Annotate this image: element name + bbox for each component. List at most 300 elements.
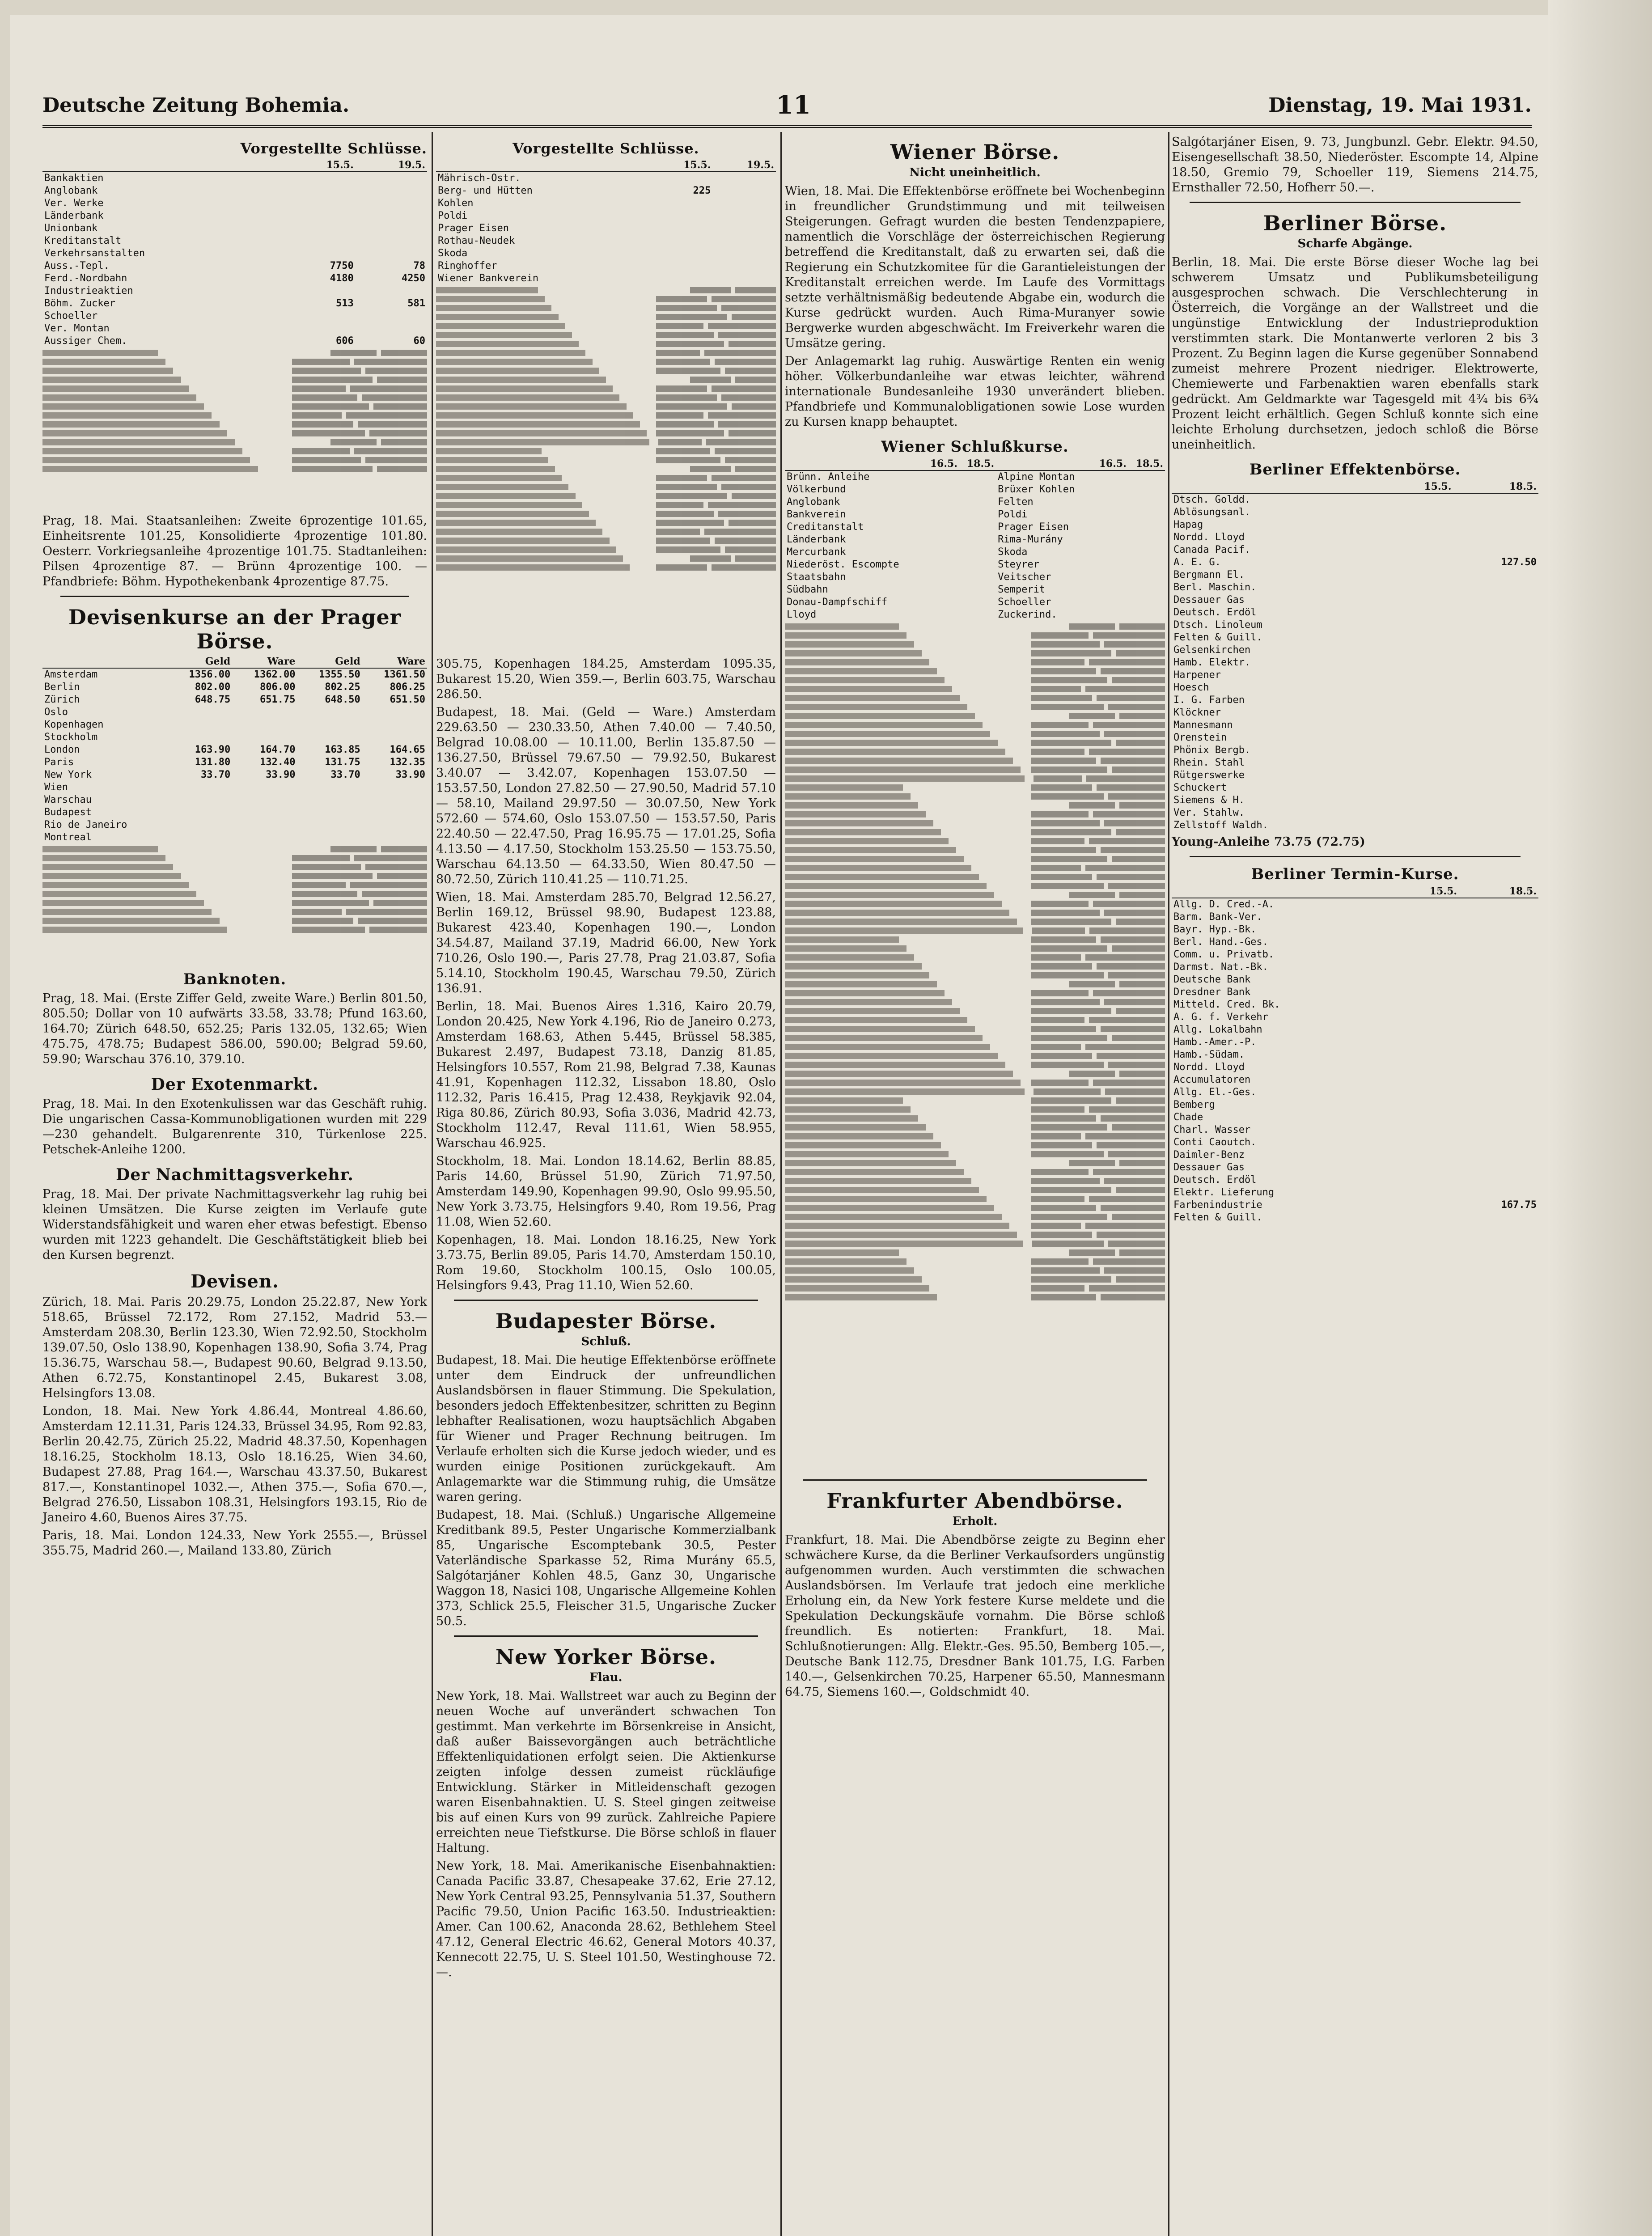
table-cell — [1396, 898, 1459, 911]
table-cell — [297, 706, 362, 719]
table-cell — [1386, 719, 1453, 732]
column-header: 16.5. — [1092, 457, 1128, 470]
illegible-line — [436, 439, 776, 445]
wiener-report-2: Der Anlagemarkt lag ruhig. Auswärtige Renten ein wenig höher. Völkerbundanleihe war etwas leichter, während internationale Bundesanleihe 1930 unverändert blieben. Pfandbriefe und Kommunalobligationen sowie Lose wurden zu Kursen knapp behauptet. — [785, 354, 1165, 429]
table-cell: Berl. Maschin. — [1173, 582, 1257, 593]
table-cell — [1396, 999, 1459, 1011]
table-row — [436, 272, 776, 285]
illegible-line — [785, 802, 1165, 809]
table-cell — [1459, 1049, 1538, 1061]
table-cell — [1092, 496, 1128, 508]
table-cell: 33.70 — [200, 769, 231, 780]
table-cell: Bankaktien — [44, 173, 104, 184]
illegible-line — [785, 623, 1165, 630]
table-cell — [1459, 1186, 1538, 1199]
table-cell: Deutsche Bank — [1173, 974, 1251, 985]
table-cell: Amsterdam — [44, 669, 98, 680]
divider — [454, 1300, 758, 1301]
table-cell — [1386, 782, 1453, 794]
section-subtitle: Erholt. — [952, 1515, 998, 1528]
table-cell: Zellstoff Waldh. — [1173, 820, 1268, 831]
table-cell: Comm. u. Privatb. — [1173, 949, 1275, 960]
newyork-report: New York, 18. Mai. Wallstreet war auch zu Beginn der neuen Woche auf unverändert schwachen Ton gestimmt. Man verkehrte im Börsenkreise in Ansicht, daß außer Baissevorgängen auch beträchtliche Effektenliquidationen erfolgt seien. Die Aktienkurse zeigten infolge dessen zumeist rückläufige Entwicklung. Stärker in Mitleidenschaft gezogen waren Eisenbahnaktien. U. S. Steel gingen zeitweise bis auf einen Kurs von 99 zurück. Zahlreiche Papiere erreichten neue Tiefstkurse. Die Börse schloß in flauer Haltung. — [436, 1689, 776, 1855]
column-header: 18.5. — [1128, 457, 1165, 470]
table-row — [436, 235, 776, 247]
table-cell — [1128, 571, 1165, 584]
effekten-table — [1172, 480, 1538, 832]
table-cell — [362, 706, 427, 719]
table-cell — [1396, 1124, 1459, 1136]
table-row — [785, 496, 1165, 508]
dense-quotes — [42, 846, 427, 962]
table-cell — [649, 235, 713, 247]
table-cell: Stockholm — [44, 732, 98, 743]
table-cell: Rütgerswerke — [1173, 770, 1245, 781]
table-cell — [356, 222, 427, 235]
dense-quotes — [785, 623, 1165, 1473]
table-row — [1172, 1011, 1538, 1024]
section-title: Wiener Schlußkurse. — [881, 438, 1069, 456]
stockholm-devisen: Stockholm, 18. Mai. London 18.14.62, Berlin 88.85, Paris 14.60, Brüssel 51.90, Zürich 71.97.50, Amsterdam 149.90, Kopenhagen 99.90, Oslo 99.95.50, New York 3.73.75, Helsingfors 9.40, Rom 19.56, Prag 11.08, Wien 52.60. — [436, 1154, 776, 1229]
table-cell — [923, 496, 959, 508]
table-cell — [959, 496, 996, 508]
section-title: Banknoten. — [183, 970, 287, 988]
illegible-line — [785, 704, 1165, 710]
illegible-line — [785, 1160, 1165, 1166]
table-cell — [1396, 1149, 1459, 1161]
table-cell — [649, 247, 713, 260]
wien-devisen: Wien, 18. Mai. Amsterdam 285.70, Belgrad 12.56.27, Berlin 169.12, Brüssel 98.90, Budapest 123.88, Bukarest 423.40, Kopenhagen 190.—, London 34.54.87, Mailand 37.19, Madrid 66.00, New York 710.26, Oslo 190.—, Paris 27.78, Prag 21.03.87, Sofia 5.14.10, Stockholm 190.45, Warschau 79.50, Zürich 136.91. — [436, 890, 776, 995]
illegible-line — [785, 1124, 1165, 1131]
table-row — [1172, 1149, 1538, 1161]
illegible-line — [785, 740, 1165, 746]
table-row — [1172, 619, 1538, 631]
illegible-line — [785, 1294, 1165, 1300]
table-row — [1172, 631, 1538, 644]
table-cell — [1459, 1174, 1538, 1186]
section-subtitle: Nicht uneinheitlich. — [909, 166, 1041, 179]
illegible-line — [785, 874, 1165, 880]
table-cell — [284, 222, 356, 235]
table-cell — [284, 172, 356, 185]
illegible-line — [785, 1187, 1165, 1193]
table-cell: 33.70 — [330, 769, 360, 780]
column-rule — [1168, 132, 1169, 2236]
table-cell: Deutsch. Erdöl — [1173, 607, 1257, 618]
table-cell: Mährisch-Ostr. — [438, 173, 521, 184]
table-cell: Auss.-Tepl. — [44, 260, 110, 271]
table-cell: 131.75 — [325, 757, 360, 768]
table-cell — [1453, 581, 1538, 594]
illegible-line — [42, 900, 427, 906]
table-cell — [167, 781, 232, 794]
column-header — [996, 457, 1092, 470]
table-cell: Chade — [1173, 1112, 1203, 1123]
table-cell — [712, 247, 776, 260]
column-header: 18.5. — [959, 457, 996, 470]
table-cell — [297, 719, 362, 731]
illegible-line — [785, 883, 1165, 889]
column-header: 15.5. — [649, 159, 713, 172]
illegible-line — [785, 1097, 1165, 1104]
table-cell: Dtsch. Linoleum — [1173, 619, 1262, 631]
table-cell: Ringhoffer — [438, 260, 497, 271]
column-3 — [785, 132, 1165, 1702]
table-row — [42, 794, 427, 806]
table-cell — [297, 781, 362, 794]
column-header: Ware — [362, 655, 427, 668]
table-cell: Böhm. Zucker — [44, 298, 115, 309]
table-cell — [959, 521, 996, 534]
table-row — [42, 769, 427, 781]
table-cell: Mercurbank — [787, 546, 846, 558]
table-cell: Schoeller — [44, 310, 98, 322]
table-cell: Orenstein — [1173, 732, 1227, 743]
page-number: 11 — [776, 90, 811, 120]
table-cell — [1459, 1136, 1538, 1149]
table-row — [1172, 682, 1538, 694]
table-cell — [1396, 974, 1459, 986]
section-title: Berliner Börse. — [1263, 211, 1447, 235]
table-row — [42, 297, 427, 310]
wien-quotes-report: Salgótarjáner Eisen, 9. 73, Jungbunzl. Gebr. Elektr. 94.50, Eisengesellschaft 38.50, Niederöster. Escompte 14, Alpine 18.50, Gremio 79, Schoeller 119, Siemens 214.75, Ernsthaller 72.50, Hofherr 50.—. — [1172, 135, 1538, 195]
illegible-line — [42, 421, 427, 428]
table-cell — [1386, 569, 1453, 581]
table-cell — [1396, 1199, 1459, 1211]
illegible-line — [42, 412, 427, 419]
illegible-line — [42, 457, 427, 463]
section-title: Budapester Börse. — [495, 1309, 717, 1333]
table-cell: Budapest — [44, 807, 92, 818]
table-cell: Kohlen — [438, 198, 474, 209]
table-cell: Deutsch. Erdöl — [1173, 1174, 1257, 1186]
column-header: 19.5. — [356, 159, 427, 172]
table-cell — [1459, 949, 1538, 961]
table-cell — [284, 197, 356, 210]
table-cell — [1386, 819, 1453, 832]
table-cell — [1459, 986, 1538, 999]
table-cell: 648.75 — [195, 694, 231, 705]
illegible-line — [785, 927, 1165, 934]
table-row — [42, 247, 427, 260]
table-cell — [649, 210, 713, 222]
table-row — [1172, 506, 1538, 519]
table-cell: Canada Pacif. — [1173, 544, 1251, 555]
table-cell: 225 — [693, 185, 711, 196]
table-row — [42, 756, 427, 769]
illegible-line — [785, 686, 1165, 692]
table-cell — [1128, 508, 1165, 521]
column-header — [1172, 885, 1396, 898]
table-cell — [356, 197, 427, 210]
section-subtitle: Schluß. — [581, 1335, 631, 1348]
illegible-line — [785, 641, 1165, 648]
table-cell — [959, 470, 996, 483]
section-title: New Yorker Börse. — [495, 1645, 717, 1669]
table-cell: Accumulatoren — [1173, 1074, 1251, 1085]
table-cell — [1396, 1111, 1459, 1124]
table-cell — [959, 508, 996, 521]
table-cell — [1453, 744, 1538, 757]
young-note: Young-Anleihe 73.75 (72.75) — [1172, 835, 1365, 849]
table-cell — [1396, 1036, 1459, 1049]
illegible-line — [785, 1205, 1165, 1211]
table-cell: Schoeller — [998, 597, 1051, 608]
table-row — [42, 781, 427, 794]
illegible-line — [785, 758, 1165, 764]
table-cell — [1128, 546, 1165, 559]
illegible-line — [785, 1249, 1165, 1256]
table-cell — [1459, 999, 1538, 1011]
table-cell: 132.40 — [259, 757, 296, 768]
table-cell — [712, 210, 776, 222]
illegible-line — [42, 377, 427, 383]
table-cell — [923, 609, 959, 621]
table-cell — [297, 831, 362, 844]
table-cell: A. G. f. Verkehr — [1173, 1012, 1268, 1023]
table-cell: Nordd. Lloyd — [1173, 1062, 1245, 1073]
illegible-line — [436, 287, 776, 293]
illegible-line — [42, 368, 427, 374]
table-row — [42, 310, 427, 322]
table-row — [1172, 999, 1538, 1011]
table-cell — [356, 310, 427, 322]
table-row — [42, 272, 427, 285]
table-cell — [297, 806, 362, 819]
column-4 — [1172, 132, 1538, 1224]
illegible-line — [436, 511, 776, 517]
table-cell — [1396, 936, 1459, 949]
table-cell — [1092, 546, 1128, 559]
table-cell — [1396, 1186, 1459, 1199]
table-cell — [1453, 531, 1538, 544]
table-cell — [923, 596, 959, 609]
table-cell: Creditanstalt — [787, 521, 864, 533]
table-row — [42, 819, 427, 831]
illegible-line — [785, 722, 1165, 728]
table-cell: Verkehrsanstalten — [44, 248, 145, 259]
table-cell — [649, 197, 713, 210]
illegible-line — [785, 1053, 1165, 1059]
table-cell: 78 — [413, 260, 425, 271]
table-cell: Hamb.-Südam. — [1173, 1049, 1245, 1060]
illegible-line — [785, 811, 1165, 817]
table-cell: Dresdner Bank — [1173, 987, 1251, 998]
illegible-line — [785, 954, 1165, 961]
devisen-table — [42, 655, 427, 844]
table-row — [1172, 1199, 1538, 1211]
illegible-line — [42, 909, 427, 915]
illegible-line — [42, 864, 427, 870]
table-cell — [712, 222, 776, 235]
illegible-line — [785, 650, 1165, 656]
table-cell — [1386, 531, 1453, 544]
illegible-line — [436, 475, 776, 481]
illegible-line — [42, 350, 427, 356]
table-cell — [284, 285, 356, 297]
table-row — [785, 534, 1165, 546]
table-cell: Dessauer Gas — [1173, 1162, 1245, 1173]
table-row — [1172, 732, 1538, 744]
table-cell: Dessauer Gas — [1173, 594, 1245, 606]
table-row — [436, 222, 776, 235]
table-row — [1172, 669, 1538, 682]
table-cell — [284, 185, 356, 197]
table-cell: Länderbank — [787, 534, 846, 545]
table-cell: Ver. Werke — [44, 198, 104, 209]
table-cell — [1092, 483, 1128, 496]
illegible-line — [436, 323, 776, 329]
table-cell — [1459, 1061, 1538, 1074]
divider — [1190, 202, 1521, 203]
table-cell: 513 — [336, 298, 354, 309]
illegible-line — [785, 865, 1165, 871]
table-cell: 131.80 — [195, 757, 231, 768]
table-cell: 648.50 — [325, 694, 360, 705]
table-cell — [1459, 1024, 1538, 1036]
table-cell: 164.70 — [259, 744, 296, 755]
table-cell: Phönix Bergb. — [1173, 745, 1251, 756]
table-cell — [284, 210, 356, 222]
table-cell — [1386, 506, 1453, 519]
table-cell — [1386, 732, 1453, 744]
table-row — [42, 222, 427, 235]
table-row — [785, 483, 1165, 496]
table-cell: Harpener — [1173, 669, 1221, 681]
table-cell — [232, 819, 297, 831]
table-cell — [1128, 584, 1165, 596]
table-cell: Siemens & H. — [1173, 795, 1245, 806]
page-header — [42, 90, 1532, 128]
table-cell — [1092, 559, 1128, 571]
illegible-line — [42, 394, 427, 401]
table-cell: Bergmann El. — [1173, 569, 1245, 580]
table-row — [42, 668, 427, 681]
illegible-line — [785, 1080, 1165, 1086]
illegible-line — [785, 749, 1165, 755]
table-cell: Allg. Lokalbahn — [1173, 1024, 1262, 1035]
table-cell: 163.85 — [325, 744, 360, 755]
table-cell — [1386, 556, 1453, 569]
illegible-line — [436, 529, 776, 535]
table-cell — [1092, 596, 1128, 609]
table-cell — [284, 322, 356, 335]
table-cell — [1128, 483, 1165, 496]
illegible-line — [42, 855, 427, 861]
illegible-line — [436, 457, 776, 463]
table-cell: Bemberg — [1173, 1099, 1215, 1110]
table-cell — [649, 260, 713, 272]
table-cell: 127.50 — [1501, 557, 1537, 568]
divider — [803, 1479, 1147, 1481]
table-cell: Darmst. Nat.-Bk. — [1173, 961, 1268, 973]
illegible-line — [785, 1276, 1165, 1283]
dense-quotes — [42, 350, 427, 511]
table-cell — [1386, 544, 1453, 556]
illegible-line — [785, 1008, 1165, 1014]
table-cell — [1386, 744, 1453, 757]
table-cell — [712, 172, 776, 185]
table-cell: Industrieaktien — [44, 285, 133, 296]
table-cell — [167, 794, 232, 806]
table-row — [42, 322, 427, 335]
table-cell — [232, 719, 297, 731]
table-cell — [1386, 631, 1453, 644]
table-cell — [1453, 544, 1538, 556]
table-row — [1172, 1099, 1538, 1111]
table-cell — [284, 310, 356, 322]
table-cell — [1386, 694, 1453, 707]
table-cell — [1453, 656, 1538, 669]
newyork-quotes: New York, 18. Mai. Amerikanische Eisenbahnaktien: Canada Pacific 33.87, Chesapeake 37.62, Erie 27.12, New York Central 93.25, Pennsylvania 51.37, Southern Pacific 79.50, Union Pacific 163.50. Industrieaktien: Amer. Can 100.62, Anaconda 28.62, Bethlehem Steel 47.12, General Electric 46.62, General Motors 40.37, Kennecott 22.75, U. S. Steel 101.50, Westinghouse 72.—. — [436, 1859, 776, 1979]
section-title: Frankfurter Abendbörse. — [826, 1489, 1123, 1513]
table-row — [1172, 769, 1538, 782]
table-cell — [1459, 923, 1538, 936]
table-row — [1172, 694, 1538, 707]
table-cell — [1453, 619, 1538, 631]
table-cell — [1459, 974, 1538, 986]
table-cell — [1396, 1161, 1459, 1174]
table-cell — [232, 806, 297, 819]
table-cell — [1128, 596, 1165, 609]
illegible-line — [42, 385, 427, 392]
table-cell — [362, 831, 427, 844]
table-row — [1172, 594, 1538, 606]
table-cell — [167, 806, 232, 819]
illegible-line — [785, 1267, 1165, 1274]
table-row — [1172, 656, 1538, 669]
table-row — [42, 806, 427, 819]
berlin-devisen: Berlin, 18. Mai. Buenos Aires 1.316, Kairo 20.79, London 20.425, New York 4.196, Rio de Janeiro 0.273, Amsterdam 168.63, Athen 5.445, Brüssel 58.385, Bukarest 2.497, Budapest 73.18, Danzig 81.85, Helsingfors 10.557, Rom 21.98, Belgrad 7.38, Kaunas 41.91, Kopenhagen 112.32, Lissabon 18.80, Oslo 112.32, Paris 16.415, Prag 12.438, Reykjavik 92.04, Riga 80.86, Zürich 80.93, Sofia 3.036, Madrid 42.73, Stockholm 112.47, Reval 111.61, Wien 58.955, Warschau 46.925. — [436, 999, 776, 1150]
table-cell: Ver. Montan — [44, 323, 110, 334]
table-cell — [167, 819, 232, 831]
table-cell: Hapag — [1173, 519, 1203, 530]
illegible-line — [785, 1196, 1165, 1202]
illegible-line — [785, 775, 1165, 782]
table-cell: Skoda — [438, 248, 468, 259]
table-cell: Gelsenkirchen — [1173, 644, 1251, 656]
table-cell — [923, 559, 959, 571]
section-subtitle: Scharfe Abgänge. — [1297, 237, 1413, 250]
table-row — [1172, 519, 1538, 531]
table-cell — [649, 272, 713, 285]
table-cell: 163.90 — [195, 744, 231, 755]
table-cell — [1128, 521, 1165, 534]
section-title: Der Nachmittagsverkehr. — [116, 1165, 354, 1184]
table-cell — [1453, 719, 1538, 732]
illegible-line — [785, 1071, 1165, 1077]
table-cell — [1459, 1211, 1538, 1224]
table-cell — [712, 185, 776, 197]
illegible-line — [785, 731, 1165, 737]
illegible-line — [436, 385, 776, 392]
table-cell: Lloyd — [787, 609, 817, 620]
table-cell: Anglobank — [44, 185, 98, 196]
table-cell — [284, 247, 356, 260]
table-row — [1172, 911, 1538, 923]
illegible-line — [785, 936, 1165, 943]
table-cell — [232, 781, 297, 794]
illegible-line — [785, 981, 1165, 987]
paris-report: Paris, 18. Mai. London 124.33, New York 2555.—, Brüssel 355.75, Madrid 260.—, Mailand 133.80, Zürich — [42, 1529, 427, 1558]
table-cell: Dtsch. Goldd. — [1173, 494, 1251, 505]
table-cell — [167, 731, 232, 744]
table-cell — [1128, 496, 1165, 508]
illegible-line — [436, 421, 776, 428]
table-cell — [712, 260, 776, 272]
table-cell: Völkerbund — [787, 484, 846, 495]
illegible-line — [436, 430, 776, 436]
